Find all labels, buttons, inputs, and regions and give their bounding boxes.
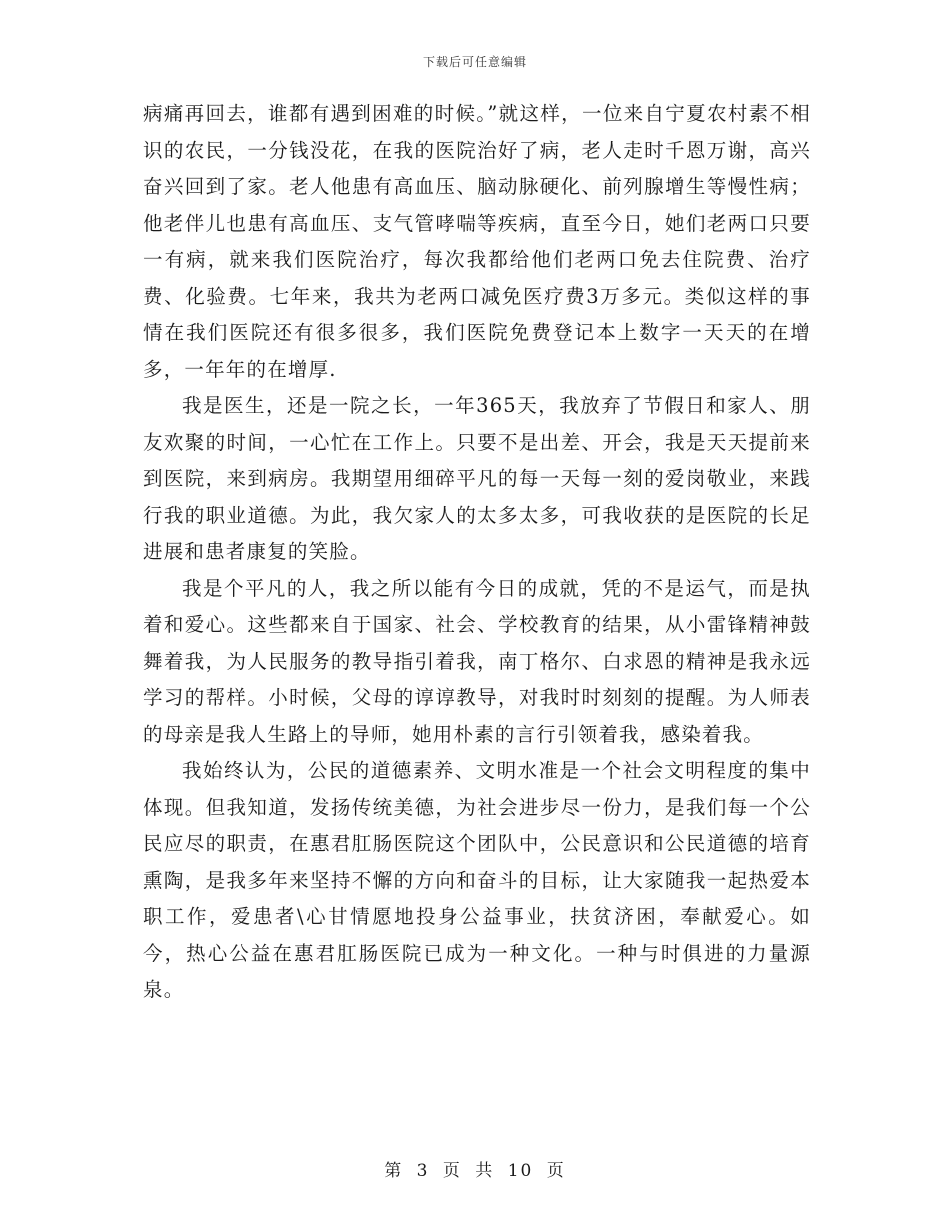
- paragraph-continuation: 病痛再回去，谁都有遇到困难的时候。”就这样，一位来自宁夏农村素不相识的农民，一分钱没花，在我的医院治好了病，老人走时千恩万谢，高兴奋兴回到了家。老人他患有高血压、脑动脉硬化、前列腺增生等慢性病；他老伴儿也患有高血压、支气管哮喘等疾病，直至今日，她们老两口只要一有病，就来我们医院治疗，每次我都给他们老两口免去住院费、治疗费、化验费。七年来，我共为老两口减免医疗费3万多元。类似这样的事情在我们医院还有很多很多，我们医院免费登记本上数字一天天的在增多，一年年的在增厚.: [143, 102, 811, 381]
- document-body: [143, 96, 811, 1009]
- page-number-indicator: 第 3 页 共 10 页: [384, 1161, 566, 1181]
- paragraph-upbringing: 我是个平凡的人，我之所以能有今日的成就，凭的不是运气，而是执着和爱心。这些都来自于国家、社会、学校教育的结果，从小雷锋精神鼓舞着我，为人民服务的教导指引着我，南丁格尔、白求恩的精神是我永远学习的帮样。小时候，父母的谆谆教导，对我时时刻刻的提醒。为人师表的母亲是我人生路上的导师，她用朴素的言行引领着我，感染着我。: [143, 576, 811, 746]
- paragraph-doctor-dedication: 我是医生，还是一院之长，一年365天，我放弃了节假日和家人、朋友欢聚的时间，一心忙在工作上。只要不是出差、开会，我是天天提前来到医院，来到病房。我期望用细碎平凡的每一天每一刻的爱岗敬业，来践行我的职业道德。为此，我欠家人的太多太多，可我收获的是医院的长足进展和患者康复的笑脸。: [143, 394, 811, 563]
- page-header-note: 下载后可任意编辑: [422, 55, 527, 69]
- paragraph-civic-morality: 我始终认为，公民的道德素养、文明水准是一个社会文明程度的集中体现。但我知道，发扬传统美德，为社会进步尽一份力，是我们每一个公民应尽的职责，在惠君肛肠医院这个团队中，公民意识和公民道德的培育熏陶，是我多年来坚持不懈的方向和奋斗的目标，让大家随我一起热爱本职工作，爱患者\心甘情愿地投身公益事业，扶贫济困，奉献爱心。如今，热心公益在惠君肛肠医院已成为一种文化。一种与时俱进的力量源泉。: [143, 759, 811, 1001]
